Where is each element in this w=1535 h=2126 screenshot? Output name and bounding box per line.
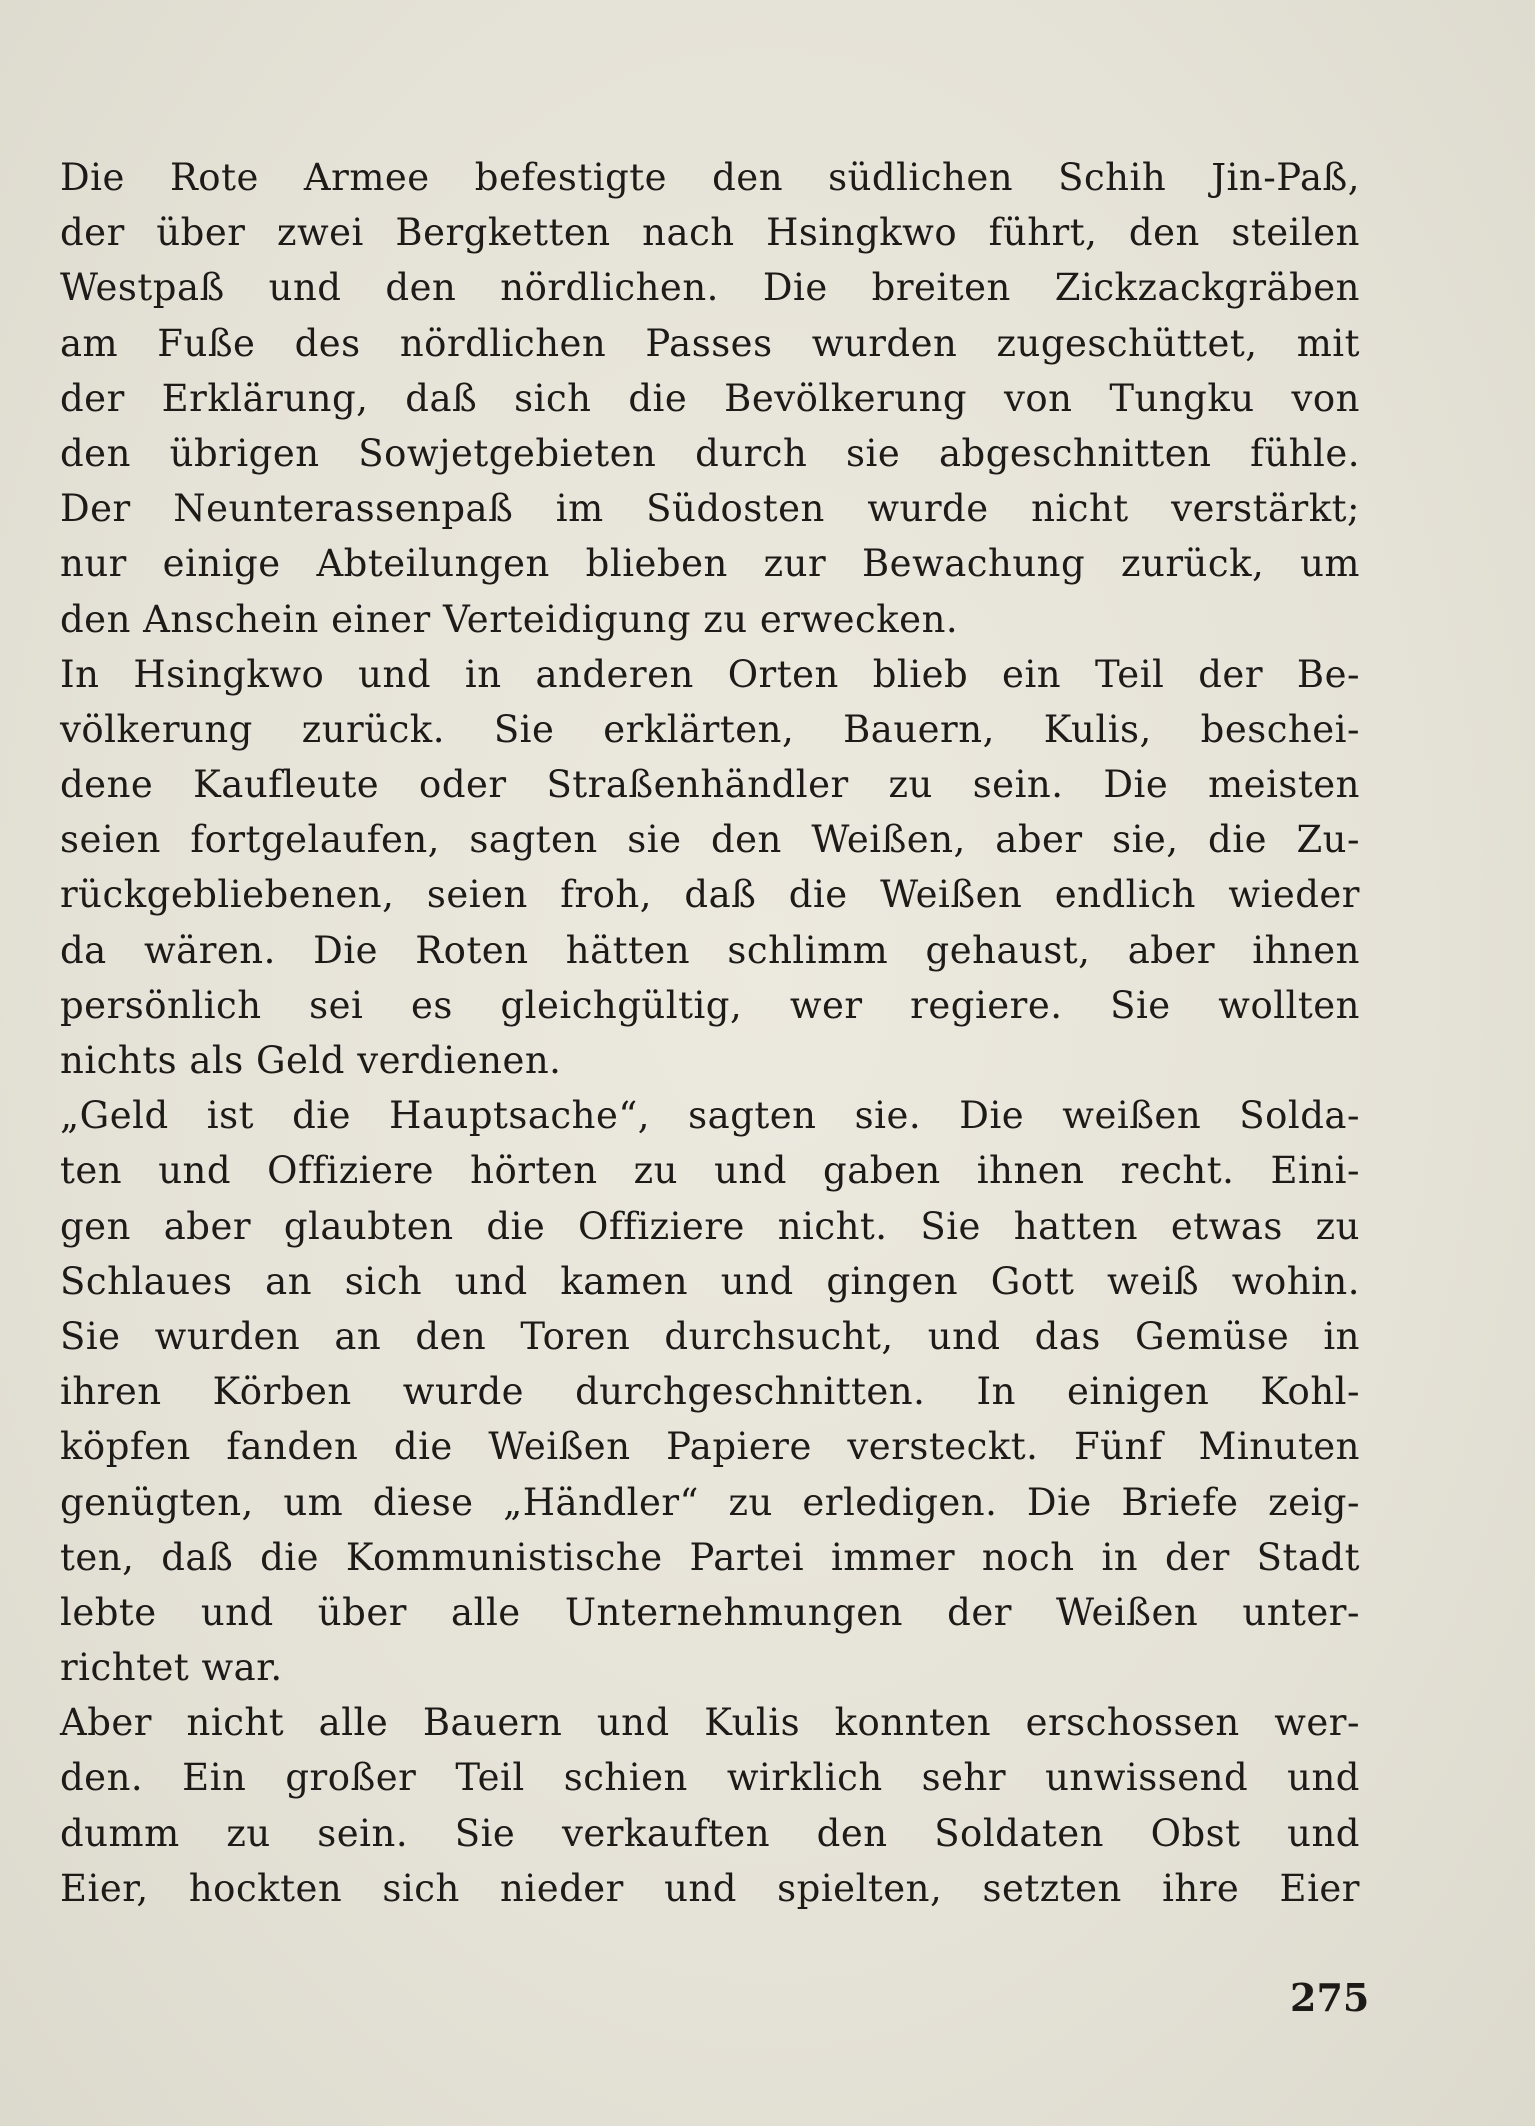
text-line: am Fuße des nördlichen Passes wurden zugeschüttet, mit	[60, 321, 1360, 365]
text-line: Eier, hockten sich nieder und spielten, setzten ihre Eier	[60, 1866, 1360, 1910]
text-line: da wären. Die Roten hätten schlimm gehaust, aber ihnen	[60, 928, 1360, 972]
text-line: lebte und über alle Unternehmungen der Weißen unter-	[60, 1590, 1360, 1634]
text-line: der Erklärung, daß sich die Bevölkerung von Tungku von	[60, 376, 1360, 420]
text-line: seien fortgelaufen, sagten sie den Weißen, aber sie, die Zu-	[60, 818, 1360, 862]
text-line: Westpaß und den nördlichen. Die breiten Zickzackgräben	[60, 266, 1360, 310]
text-line: Der Neunterassenpaß im Südosten wurde nicht verstärkt;	[60, 487, 1360, 531]
page-number: 275	[1290, 1975, 1370, 2020]
text-line: richtet war.	[60, 1646, 283, 1690]
text-line: ten, daß die Kommunistische Partei immer noch in der Stadt	[60, 1535, 1360, 1579]
text-line: In Hsingkwo und in anderen Orten blieb ein Teil der Be-	[60, 652, 1360, 696]
body-text	[60, 150, 1360, 1916]
text-line: ihren Körben wurde durchgeschnitten. In einigen Kohl-	[60, 1370, 1360, 1414]
text-line: ten und Offiziere hörten zu und gaben ihnen recht. Eini-	[60, 1149, 1360, 1193]
text-line: persönlich sei es gleichgültig, wer regiere. Sie wollten	[60, 983, 1360, 1027]
text-line: „Geld ist die Hauptsache“, sagten sie. Die weißen Solda-	[60, 1094, 1360, 1138]
text-line: völkerung zurück. Sie erklärten, Bauern, Kulis, beschei-	[60, 707, 1360, 751]
text-line: dumm zu sein. Sie verkauften den Soldaten Obst und	[60, 1811, 1360, 1855]
text-line: rückgebliebenen, seien froh, daß die Weißen endlich wieder	[60, 873, 1360, 917]
text-line: nichts als Geld verdienen.	[60, 1039, 562, 1082]
text-line: genügten, um diese „Händler“ zu erledigen. Die Briefe zeig-	[60, 1480, 1360, 1524]
text-line: den. Ein großer Teil schien wirklich sehr unwissend und	[60, 1756, 1360, 1800]
text-line: den übrigen Sowjetgebieten durch sie abgeschnitten fühle.	[60, 431, 1360, 475]
text-line: dene Kaufleute oder Straßenhändler zu sein. Die meisten	[60, 763, 1360, 807]
text-line: der über zwei Bergketten nach Hsingkwo führt, den steilen	[60, 211, 1360, 255]
text-line: Schlaues an sich und kamen und gingen Gott weiß wohin.	[60, 1259, 1360, 1303]
text-line: Sie wurden an den Toren durchsucht, und das Gemüse in	[60, 1314, 1360, 1358]
text-line: gen aber glaubten die Offiziere nicht. Sie hatten etwas zu	[60, 1204, 1360, 1248]
text-line: Die Rote Armee befestigte den südlichen Schih Jin-Paß,	[60, 156, 1360, 199]
text-line: köpfen fanden die Weißen Papiere versteckt. Fünf Minuten	[60, 1425, 1360, 1469]
text-line: den Anschein einer Verteidigung zu erwecken.	[60, 597, 959, 641]
text-line: Aber nicht alle Bauern und Kulis konnten erschossen wer-	[60, 1701, 1360, 1745]
text-line: nur einige Abteilungen blieben zur Bewachung zurück, um	[60, 542, 1360, 586]
